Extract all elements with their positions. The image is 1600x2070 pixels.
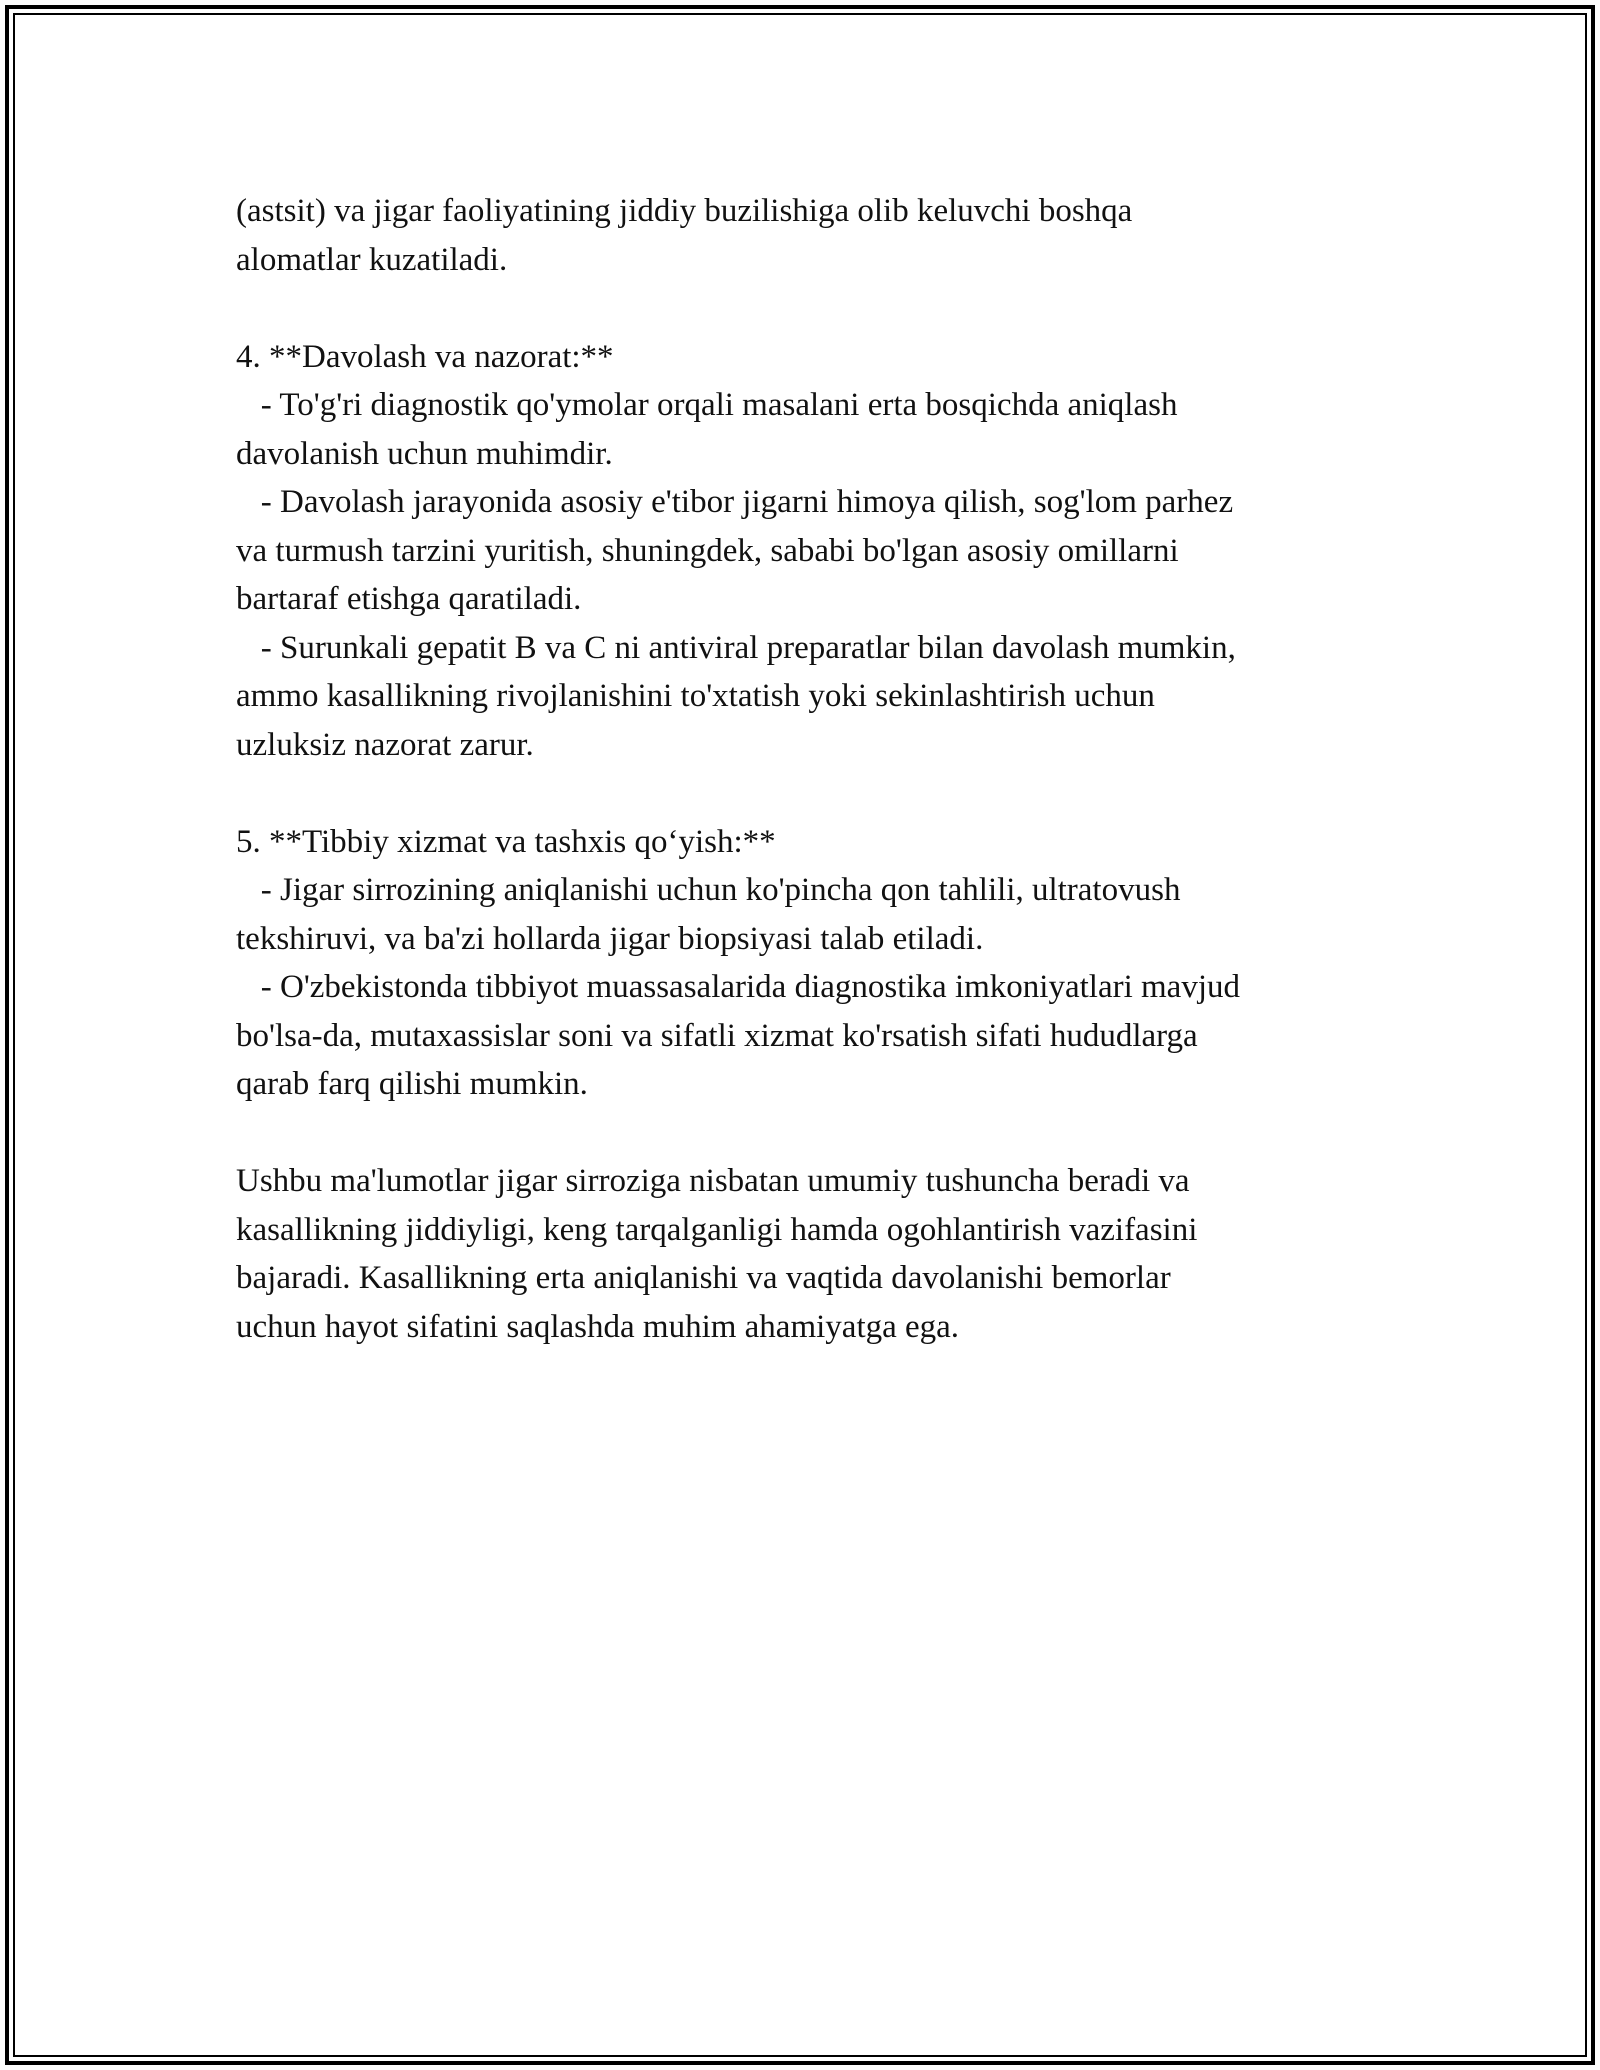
text-line: uzluksiz nazorat zarur. — [236, 726, 534, 763]
section-tibbiy-xizmat — [236, 818, 1416, 1109]
section-heading: 5. **Tibbiy xizmat va tashxis qo‘yish:** — [236, 823, 776, 860]
text-line: uchun hayot sifatini saqlashda muhim ahamiyatga ega. — [236, 1308, 960, 1345]
paragraph-spacer — [236, 1109, 1416, 1158]
text-line: - Surunkali gepatit B va C ni antiviral preparatlar bilan davolash mumkin, — [236, 629, 1236, 666]
text-line: alomatlar kuzatiladi. — [236, 241, 508, 278]
paragraph-spacer — [236, 284, 1416, 333]
section-heading: 4. **Davolash va nazorat:** — [236, 338, 614, 375]
text-line: (astsit) va jigar faoliyatining jiddiy buzilishiga olib keluvchi boshqa — [236, 193, 1133, 229]
text-line: ammo kasallikning rivojlanishini to'xtatish yoki sekinlashtirish uchun — [236, 678, 1155, 714]
conclusion-paragraph — [236, 1157, 1416, 1351]
text-line: kasallikning jiddiyligi, keng tarqalganligi hamda ogohlantirish vazifasini — [236, 1211, 1198, 1248]
text-line: Ushbu ma'lumotlar jigar sirroziga nisbatan umumiy tushuncha beradi va — [236, 1163, 1190, 1199]
text-line: bartaraf etishga qaratiladi. — [236, 581, 582, 617]
paragraph-spacer — [236, 769, 1416, 818]
text-line: - Jigar sirrozining aniqlanishi uchun ko'pincha qon tahlili, ultratovush — [236, 872, 1181, 908]
text-line: bajaradi. Kasallikning erta aniqlanishi va vaqtida davolanishi bemorlar — [236, 1260, 1171, 1296]
text-line: va turmush tarzini yuritish, shuningdek, sababi bo'lgan asosiy omillarni — [236, 532, 1179, 569]
text-line: bo'lsa-da, mutaxassislar soni va sifatli xizmat ko'rsatish sifati hududlarga — [236, 1017, 1198, 1054]
text-line: davolanish uchun muhimdir. — [236, 435, 613, 472]
text-line: - Davolash jarayonida asosiy e'tibor jigarni himoya qilish, sog'lom parhez — [236, 484, 1234, 520]
text-line: - To'g'ri diagnostik qo'ymolar orqali masalani erta bosqichda aniqlash — [236, 387, 1178, 423]
text-line: tekshiruvi, va ba'zi hollarda jigar biopsiyasi talab etiladi. — [236, 920, 984, 957]
section-davolash-va-nazorat — [236, 333, 1416, 770]
document-body — [236, 187, 1416, 1351]
intro-paragraph — [236, 187, 1416, 284]
text-line: qarab farq qilishi mumkin. — [236, 1066, 588, 1102]
text-line: - O'zbekistonda tibbiyot muassasalarida diagnostika imkoniyatlari mavjud — [236, 969, 1240, 1005]
